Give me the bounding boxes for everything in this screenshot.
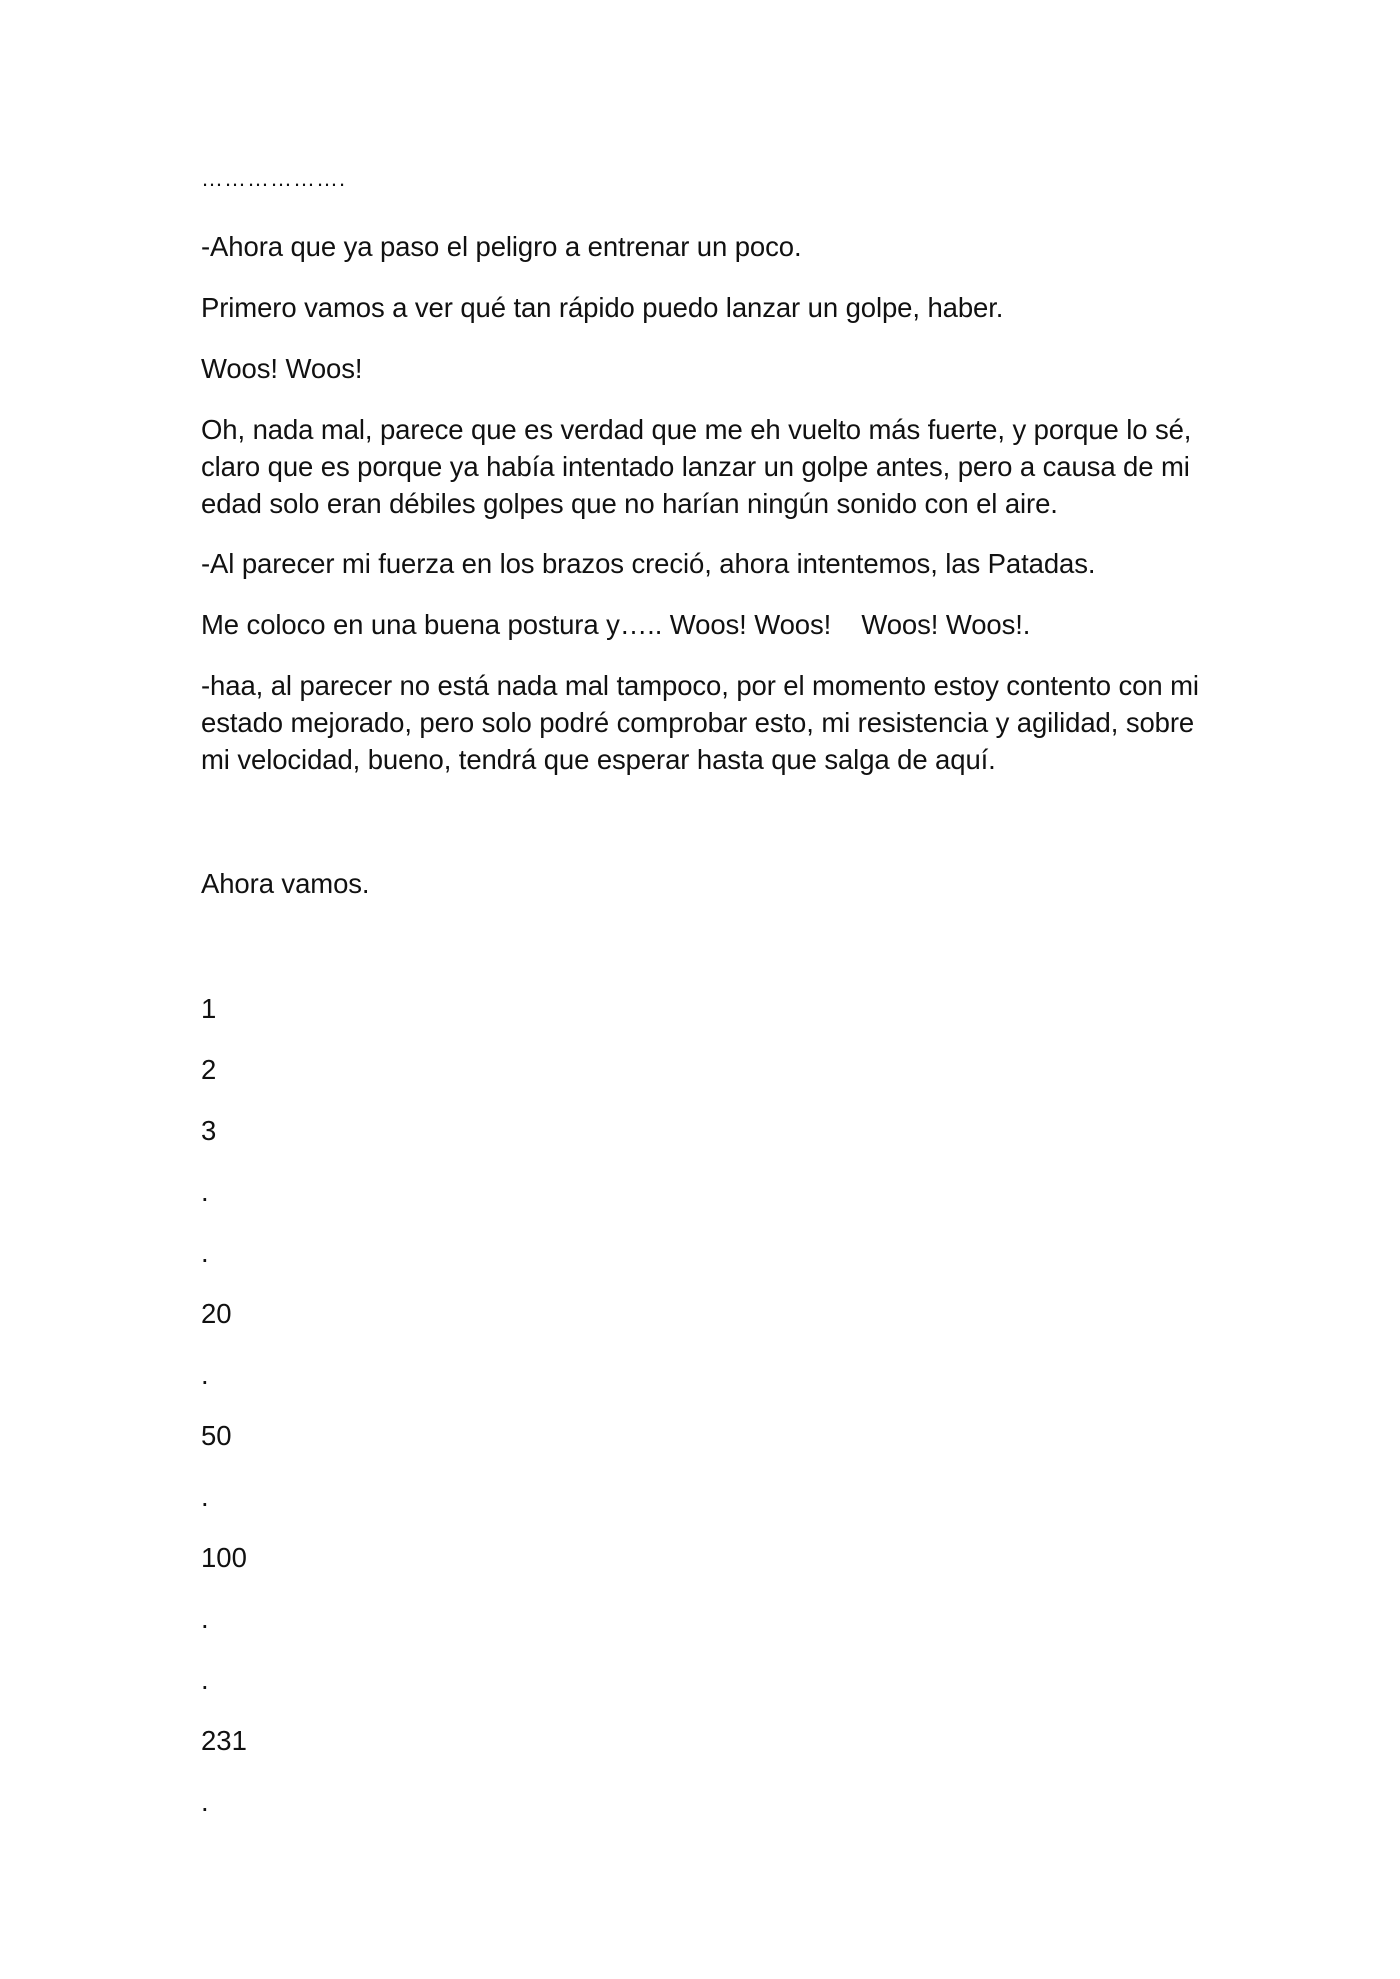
count-line-11: .: [201, 1603, 209, 1634]
count-line-2: 2: [201, 1054, 217, 1085]
paragraph-7: -haa, al parecer no está nada mal tampoco, por el momento estoy contento con mi estado mejorado, pero solo podré comprobar esto, mi resistencia y agilidad, sobre mi velocidad, bueno, tendrá que esperar hasta que salga de aquí.: [201, 670, 1199, 775]
paragraph-8: Ahora vamos.: [201, 868, 370, 899]
count-line-12: .: [201, 1664, 209, 1695]
count-line-10: 100: [201, 1542, 247, 1573]
count-line-7: .: [201, 1359, 209, 1390]
paragraph-6: Me coloco en una buena postura y….. Woos! Woos! Woos! Woos!.: [201, 609, 1031, 640]
count-line-5: .: [201, 1237, 209, 1268]
count-line-1: 1: [201, 993, 217, 1024]
count-line-9: .: [201, 1481, 209, 1512]
paragraph-5: -Al parecer mi fuerza en los brazos creció, ahora intentemos, las Patadas.: [201, 548, 1096, 579]
count-line-14: .: [201, 1786, 209, 1817]
count-line-8: 50: [201, 1420, 232, 1451]
count-line-13: 231: [201, 1725, 247, 1756]
paragraph-4: Oh, nada mal, parece que es verdad que me eh vuelto más fuerte, y porque lo sé, claro que es porque ya había intentado lanzar un golpe antes, pero a causa de mi edad solo eran débiles golpes que no harían ningún sonido con el aire.: [201, 414, 1192, 519]
ellipsis-line: ……………….: [201, 166, 347, 191]
paragraph-2: Primero vamos a ver qué tan rápido puedo lanzar un golpe, haber.: [201, 292, 1004, 323]
paragraph-3: Woos! Woos!: [201, 353, 363, 384]
count-line-6: 20: [201, 1298, 232, 1329]
paragraph-1: -Ahora que ya paso el peligro a entrenar un poco.: [201, 231, 802, 262]
count-line-3: 3: [201, 1115, 217, 1146]
count-line-4: .: [201, 1176, 209, 1207]
